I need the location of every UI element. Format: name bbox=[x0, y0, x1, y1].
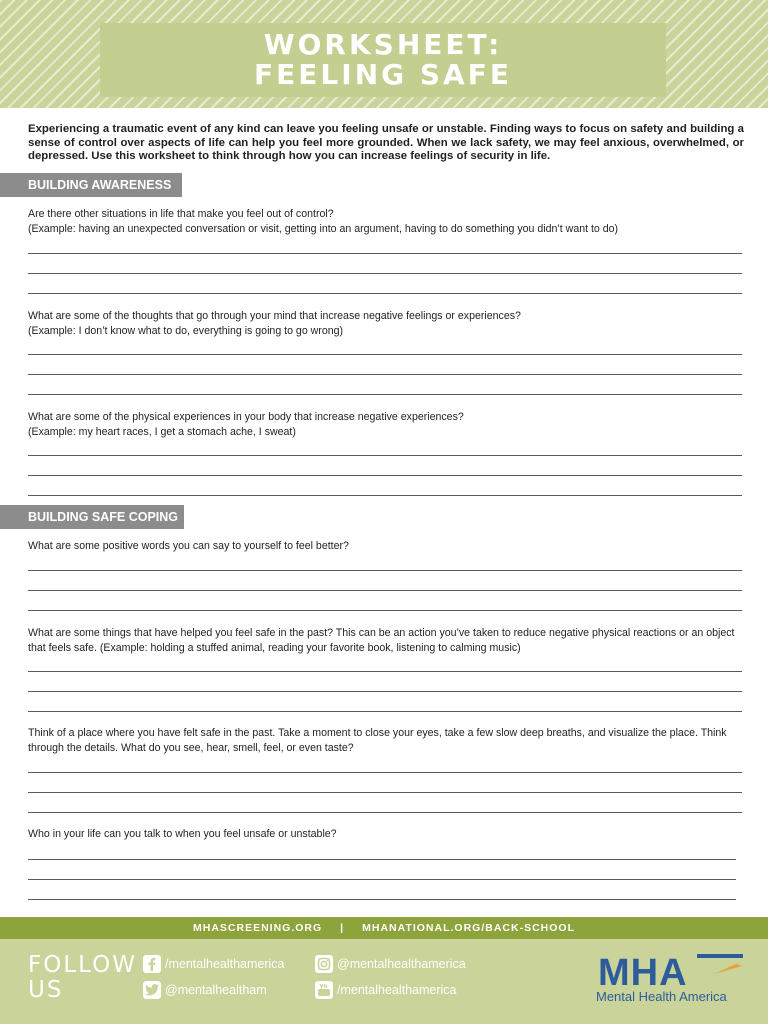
answer-line[interactable] bbox=[28, 475, 742, 476]
follow-us-label bbox=[28, 953, 137, 1003]
answer-line[interactable] bbox=[28, 293, 742, 294]
facebook-text: /mentalhealthamerica bbox=[165, 957, 285, 971]
page-title-line2: FEELING SAFE bbox=[254, 58, 512, 91]
question-7: Who in your life can you talk to when you feel unsafe or unstable? bbox=[28, 828, 337, 840]
answer-line[interactable] bbox=[28, 374, 742, 375]
answer-line[interactable] bbox=[28, 859, 736, 860]
answer-line[interactable] bbox=[28, 354, 742, 355]
answer-line[interactable] bbox=[28, 610, 742, 611]
answer-line[interactable] bbox=[28, 691, 742, 692]
twitter-text: @mentalhealtham bbox=[165, 983, 267, 997]
instagram-icon bbox=[315, 955, 333, 973]
mha-logo-text: MHA bbox=[598, 952, 688, 992]
section-building-safe-coping: BUILDING SAFE COPING bbox=[0, 505, 184, 529]
answer-line[interactable] bbox=[28, 792, 742, 793]
answer-line[interactable] bbox=[28, 253, 742, 254]
answer-line[interactable] bbox=[28, 879, 736, 880]
youtube-icon bbox=[315, 981, 333, 999]
question-4: What are some positive words you can say to yourself to feel better? bbox=[28, 540, 349, 552]
answer-line[interactable] bbox=[28, 455, 742, 456]
mha-logo[interactable] bbox=[596, 952, 746, 1008]
answer-line[interactable] bbox=[28, 394, 742, 395]
link-separator: | bbox=[340, 922, 345, 934]
torch-flame-icon bbox=[714, 961, 742, 974]
instagram-text: @mentalhealthamerica bbox=[337, 957, 466, 971]
answer-line[interactable] bbox=[28, 671, 742, 672]
section-building-awareness: BUILDING AWARENESS bbox=[0, 173, 182, 197]
answer-line[interactable] bbox=[28, 899, 736, 900]
answer-line[interactable] bbox=[28, 495, 742, 496]
title-box bbox=[100, 23, 666, 97]
footer-links-band bbox=[0, 917, 768, 939]
mhascreening-link[interactable]: MHASCREENING.ORG bbox=[192, 922, 323, 934]
youtube-text: /mentalhealthamerica bbox=[337, 983, 457, 997]
back-school-link[interactable]: MHANATIONAL.ORG/BACK-SCHOOL bbox=[362, 922, 575, 934]
question-6: Think of a place where you have felt safe in the past. Take a moment to close your eyes, take a few slow deep breaths, and visualize the place. Think through the details. What do you see, hear, smell, feel, or even taste? bbox=[28, 727, 727, 754]
follow-line1: FOLLOW bbox=[28, 952, 137, 978]
question-1: Are there other situations in life that make you feel out of control? (Example: having an unexpected conversation or visit, getting into an argument, having to do something you didn’t want to do) bbox=[28, 208, 619, 235]
facebook-icon bbox=[143, 955, 161, 973]
page-title-line1: WORKSHEET: bbox=[263, 28, 503, 61]
mha-logo-subtitle: Mental Health America bbox=[596, 989, 727, 1004]
mha-logo-mark bbox=[596, 952, 746, 992]
question-2: What are some of the thoughts that go through your mind that increase negative feelings or experiences? (Example: I don’t know what to do, everything is going to go wrong) bbox=[28, 310, 521, 337]
twitter-icon bbox=[143, 981, 161, 999]
answer-line[interactable] bbox=[28, 570, 742, 571]
answer-line[interactable] bbox=[28, 812, 742, 813]
facebook-handle[interactable] bbox=[143, 955, 285, 973]
answer-line[interactable] bbox=[28, 711, 742, 712]
intro-paragraph: Experiencing a traumatic event of any kind can leave you feeling unsafe or unstable. Finding ways to focus on safety and building a sense of control over aspects of life can help you feel more grounded. When we lack safety, we may feel anxious, overwhelmed, or depressed. Use this worksheet to think through how you can increase feelings of security in life. bbox=[28, 123, 744, 163]
youtube-handle[interactable] bbox=[315, 981, 457, 999]
follow-line2: US bbox=[28, 977, 64, 1003]
answer-line[interactable] bbox=[28, 772, 742, 773]
question-3: What are some of the physical experiences in your body that increase negative experiences? (Example: my heart races, I get a stomach ache, I sweat) bbox=[28, 411, 464, 438]
answer-line[interactable] bbox=[28, 273, 742, 274]
page-header bbox=[0, 0, 768, 108]
question-5: What are some things that have helped you feel safe in the past? This can be an action you’ve taken to reduce negative physical reactions or an object that feels safe. (Example: holding a stuffed animal, reading your favorite book, listening to calming music) bbox=[28, 627, 735, 654]
page-footer bbox=[0, 939, 768, 1024]
answer-line[interactable] bbox=[28, 590, 742, 591]
instagram-handle[interactable] bbox=[315, 955, 466, 973]
twitter-handle[interactable] bbox=[143, 981, 267, 999]
